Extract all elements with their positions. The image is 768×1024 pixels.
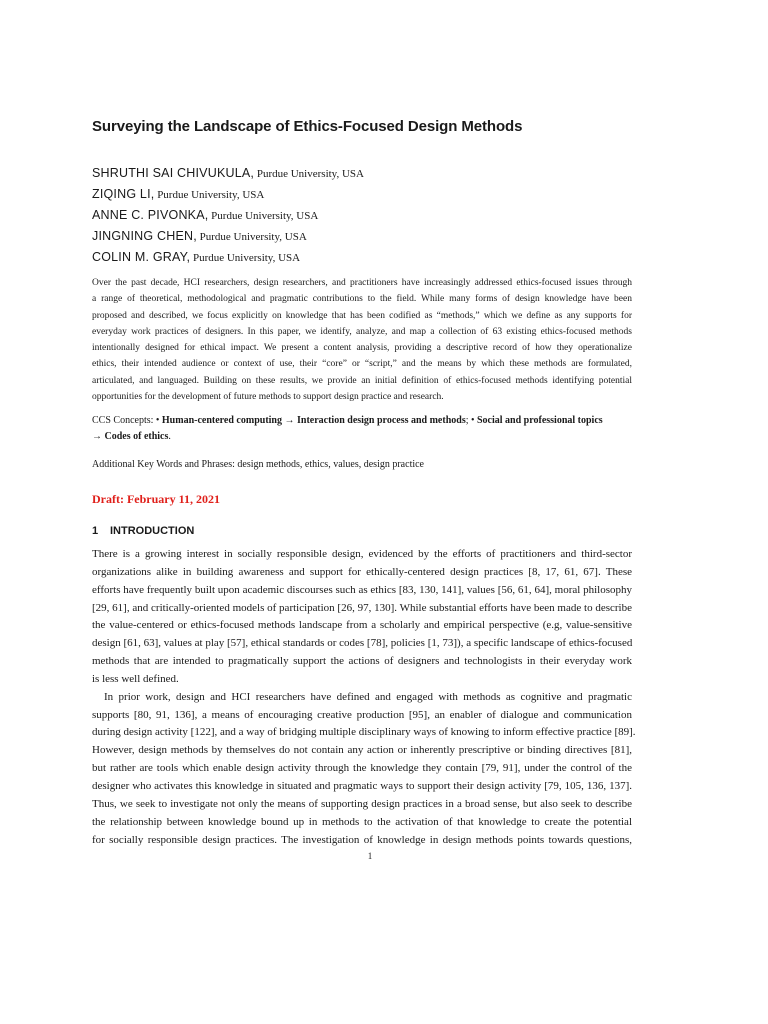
body-line: design [61, 63], values at play [57], ethical standards or codes [78], policies [1, 73]), a specific landscape of ethics-focused <box>92 637 633 650</box>
body-line: In prior work, design and HCI researchers have defined and engaged with methods as cognitive and pragmatic <box>104 690 632 703</box>
section-title: INTRODUCTION <box>110 525 195 537</box>
author-name: ZIQING LI, <box>92 187 155 201</box>
page-number: 1 <box>367 851 373 861</box>
ccs-line <box>92 413 632 429</box>
keywords: Additional Key Words and Phrases: design methods, ethics, values, design practice <box>92 459 424 470</box>
body-line: There is a growing interest in socially responsible design, evidenced by the efforts of practitioners and third-sector <box>92 548 632 560</box>
ccs-concepts <box>92 413 632 445</box>
body-text <box>92 546 636 849</box>
abstract-line: opportunities for the development of future methods to support design practice and research. <box>92 392 444 403</box>
body-line: organizations alike in building awareness and support for ethically-centered design practices [8, 17, 61, 67]. These <box>92 565 632 578</box>
abstract-line: Over the past decade, HCI researchers, design researchers, and practitioners have increasingly addressed ethics-focused issues through <box>92 278 632 288</box>
ccs-prefix: CCS Concepts: • <box>92 415 162 426</box>
author-name: COLIN M. GRAY, <box>92 250 191 264</box>
author-affiliation: Purdue University, USA <box>154 189 265 201</box>
abstract-line: a range of theoretical, methodological and pragmatic contributions to the field. While many forms of design knowledge have been <box>92 294 632 305</box>
author-entry <box>92 204 632 225</box>
body-line: Thus, we seek to investigate not only the means of supporting design practices in a broad sense, but also seek to describe <box>92 797 632 810</box>
author-entry <box>92 225 632 246</box>
author-entry <box>92 246 632 267</box>
body-line: [29, 61], and critically-oriented models of participation [26, 97, 130]. While substantial efforts have been made to describe <box>92 601 632 614</box>
section-heading <box>92 525 194 537</box>
body-line: is less well defined. <box>92 672 179 685</box>
author-affiliation: Purdue University, USA <box>190 252 301 264</box>
ccs-end: . <box>168 431 171 442</box>
ccs-concept: Social and professional topics <box>477 415 603 426</box>
abstract-line: ethics, their intended audience or context of use, their “core” or “script,” and the means by which these methods are formulated, <box>92 359 632 370</box>
author-entry <box>92 162 632 183</box>
body-line: but rather are tools which enable design activity through the knowledge they contain [79, 91], under the control of the <box>92 762 632 775</box>
author-name: SHRUTHI SAI CHIVUKULA, <box>92 166 255 180</box>
author-affiliation: Purdue University, USA <box>254 168 364 180</box>
abstract-line: articulated, and languaged. Building on these results, we provide an initial definition of ethics-focused methods identifying potential <box>92 375 632 386</box>
body-line: the value-centered or ethics-focused methods landscape from a scholarly and empirical perspective (e.g, value-sensitive <box>92 619 632 632</box>
author-name: JINGNING CHEN, <box>92 229 197 243</box>
author-entry <box>92 183 632 204</box>
body-line: designer who activates this knowledge in situated and pragmatic ways to support their design activity [79, 105, 136, 137]. <box>92 779 632 792</box>
abstract <box>92 275 632 405</box>
ccs-concept: → Codes of ethics <box>92 431 169 442</box>
abstract-line: intentionally designed for ethical impact. We present a content analysis, providing a descriptive record of how they operationalize <box>92 343 632 354</box>
body-line: methods that are intended to pragmatically support the actions of designers and technologists in their everyday work <box>92 655 632 668</box>
ccs-concept: Human-centered computing → Interaction design process and methods <box>161 415 466 426</box>
abstract-line: proposed and described, we focus explicitly on knowledge that has been codified as “methods,” which we define as any supports for <box>92 310 632 321</box>
ccs-line <box>92 429 632 445</box>
body-line: during design activity [122], and a way of bridging multiple disciplinary ways of knowing to inform effective practice [89]. <box>92 726 636 739</box>
author-list <box>92 162 632 267</box>
abstract-line: everyday work practices of designers. In this paper, we identify, analyze, and map a collection of 63 existing ethics-focused methods <box>92 326 632 337</box>
body-line: However, design methods by themselves do not contain any action or inherently prescriptive or binding directives [81], <box>92 744 632 757</box>
body-line: for socially responsible design practices. The investigation of knowledge in design methods points towards questions, <box>92 833 632 846</box>
body-line: the relationship between knowledge bound up in methods to the activation of that knowledge to create the potential <box>92 815 632 828</box>
author-affiliation: Purdue University, USA <box>208 210 319 222</box>
body-line: supports [80, 91, 136], a means of encouraging creative production [95], an enabler of dialogue and communication <box>92 708 632 721</box>
ccs-separator: ; • <box>465 415 477 426</box>
paper-title: Surveying the Landscape of Ethics-Focused Design Methods <box>92 118 523 135</box>
author-name: ANNE C. PIVONKA, <box>92 208 209 222</box>
section-number: 1 <box>92 525 99 537</box>
draft-date: Draft: February 11, 2021 <box>92 492 220 506</box>
body-line: efforts have frequently built upon academic discourses such as ethics [83, 130, 141], values [56, 61, 64], moral philosophy <box>92 583 632 596</box>
author-affiliation: Purdue University, USA <box>196 231 307 243</box>
